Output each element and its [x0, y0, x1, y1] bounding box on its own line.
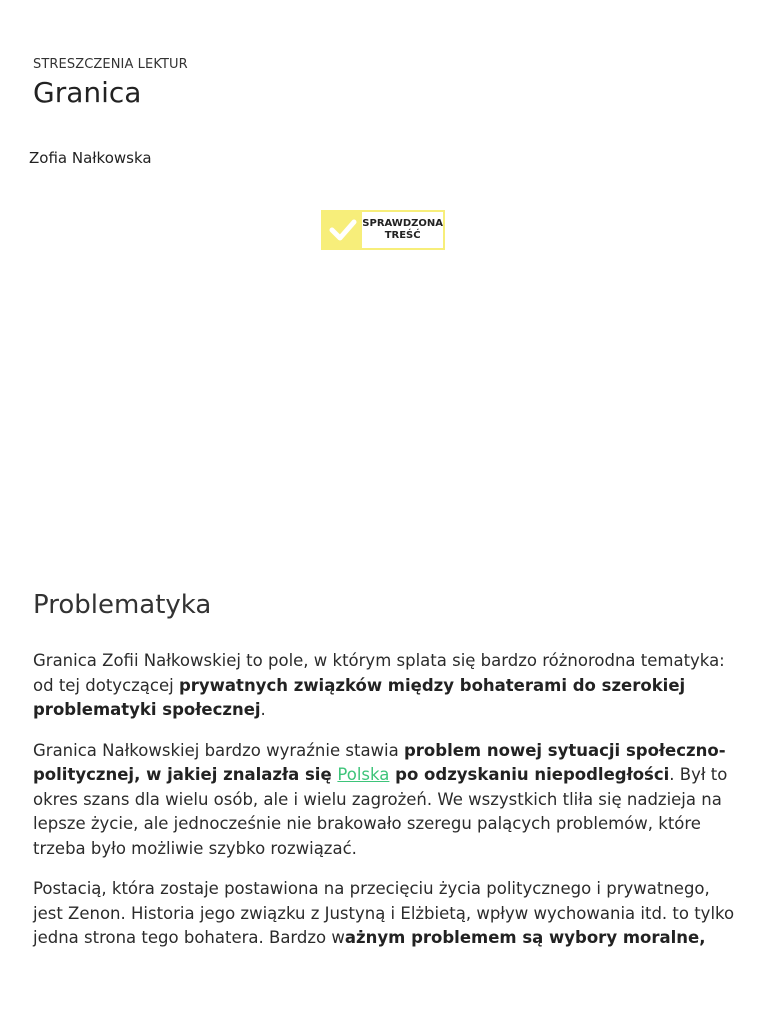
page-title: Granica	[33, 76, 142, 109]
paragraph-bold-text: po odzyskaniu niepodległości	[389, 765, 670, 784]
paragraph-text: .	[260, 700, 266, 719]
verified-content-badge	[321, 210, 445, 250]
paragraph	[33, 877, 738, 951]
polska-link[interactable]: Polska	[337, 765, 390, 784]
badge-line-1: SPRAWDZONA	[362, 218, 443, 229]
paragraph	[33, 649, 738, 723]
paragraph-text: Granica Zofii Nałkowskiej to pole, w którym splata się bardzo różnorodna tematyka: od tej dotyczącej	[33, 651, 725, 695]
paragraph-text: . Był to okres szans dla wielu osób, ale i wielu zagrożeń. We wszystkich tliła się nadzieja na lepsze życie, ale jednocześnie nie brakowało szeregu palących problemów, które trzeba było możliwie szybko rozwiązać.	[33, 765, 728, 858]
paragraph-text: Postacią, która zostaje postawiona na przecięciu życia politycznego i prywatnego, jest Zenon. Historia jego związku z Justyną i Elżbietą, wpływ wychowania itd. to tylko jedna strona tego bohatera. Bardzo w	[33, 879, 735, 947]
badge-line-2: TREŚĆ	[384, 230, 421, 241]
paragraph-bold-text: ażnym problemem są wybory moralne,	[344, 928, 706, 947]
author-name[interactable]: Zofia Nałkowska	[29, 149, 152, 167]
article-content	[33, 649, 738, 967]
badge-text	[362, 218, 443, 242]
paragraph	[33, 739, 738, 862]
section-heading: Problematyka	[33, 590, 212, 620]
checkmark-icon	[323, 212, 362, 248]
paragraph-bold-text: prywatnych związków między bohaterami do szerokiej problematyki społecznej	[33, 675, 686, 719]
paragraph-bold-text: problem nowej sytuacji społeczno-politycznej, w jakiej znalazła się	[33, 740, 726, 784]
paragraph-text: Granica Nałkowskiej bardzo wyraźnie stawia	[33, 740, 404, 760]
category-label[interactable]: STRESZCZENIA LEKTUR	[33, 57, 188, 72]
